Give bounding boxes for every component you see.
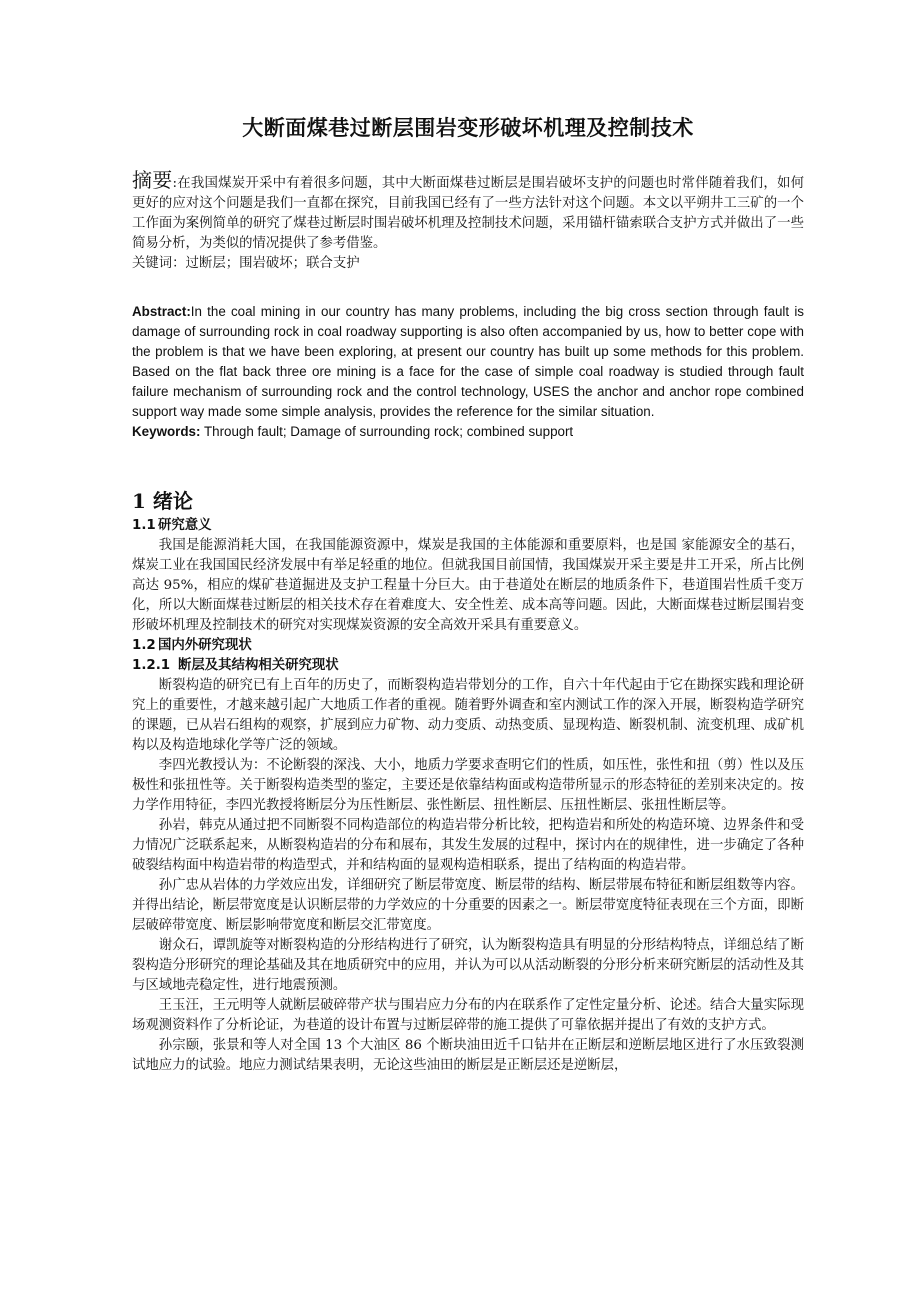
paragraph-2: 断裂构造的研究已有上百年的历史了，而断裂构造岩带划分的工作，自六十年代起由于它在勘探实践和理论研究上的重要性，才越来越引起广大地质工作者的重视。随着野外调查和室内测试工作的深入开展，断裂构造学研究的课题，已从岩石组构的观察，扩展到应力矿物、动力变质、动热变质、显现构造、断裂机制、流变机理、成矿机构以及构造地球化学等广泛的领域。	[132, 678, 804, 753]
keywords-en	[132, 422, 804, 442]
paragraph-6: 谢众石，谭凯旋等对断裂构造的分形结构进行了研究，认为断裂构造具有明显的分形结构特点，详细总结了断裂构造分形研究的理论基础及其在地质研究中的应用，并认为可以从活动断裂的分形分析来研究断层的活动性及其与区域地壳稳定性，进行地震预测。	[132, 938, 804, 993]
abstract-chinese	[132, 170, 804, 274]
section-heading-1: 1 绪论	[132, 489, 193, 513]
keywords-cn: 关键词：过断层；围岩破坏；联合支护	[132, 256, 360, 271]
paragraph-4: 孙岩，韩克从通过把不同断裂不同构造部位的构造岩带分析比较，把构造岩和所处的构造环境、边界条件和受力情况广泛联系起来，从断裂构造岩的分布和展布，其发生发展的过程中，探讨内在的规律性，进一步确定了各种破裂结构面中构造岩带的构造型式，并和结构面的显观构造相联系，提出了结构面的构造岩带。	[132, 818, 804, 873]
subsection-title: 断层及其结构相关研究现状	[178, 658, 339, 673]
abstract-en-text: In the coal mining in our country has many problems, including the big cross section through fault is damage of surrounding rock in coal roadway supporting is also often accompanied by us, how to better cope with the problem is that we have been exploring, at present our country has built up some methods for this problem. Based on the flat back three ore mining is a face for the case of simple coal roadway is studied through fault failure mechanism of surrounding rock and the control technology, USES the anchor and anchor rope combined support way made some simple analysis, provides the reference for the similar situation.	[132, 304, 804, 419]
abstract-english	[132, 302, 804, 442]
subsection-heading-1-1	[132, 516, 804, 536]
paragraph-8: 孙宗颐，张景和等人对全国 13 个大油区 86 个断块油田近千口钻井在正断层和逆断层地区进行了水压致裂测试地应力的试验。地应力测试结果表明，无论这些油田的断层是正断层还是逆断层，	[132, 1038, 804, 1073]
abstract-cn-paragraph	[132, 170, 804, 254]
abstract-en-label: Abstract:	[132, 304, 191, 319]
keywords-en-text: Through fault; Damage of surrounding rock; combined support	[200, 424, 574, 439]
subsection-title: 国内外研究现状	[158, 638, 252, 653]
abstract-cn-text: :在我国煤炭开采中有着很多问题，其中大断面煤巷过断层是围岩破坏支护的问题也时常伴随着我们，如何更好的应对这个问题是我们一直都在探究，目前我国已经有了一些方法针对这个问题。本文以平朔井工三矿的一个工作面为案例简单的研究了煤巷过断层时围岩破坏机理及控制技术问题，采用锚杆锚索联合支护方式并做出了一些简易分析，为类似的情况提供了参考借鉴。	[132, 176, 804, 251]
paragraph-3: 李四光教授认为：不论断裂的深浅、大小，地质力学要求查明它们的性质，如压性，张性和扭（剪）性以及压极性和张扭性等。关于断裂构造类型的鉴定，主要还是依靠结构面或构造带所显示的形态特征的差别来决定的。按力学作用特征，李四光教授将断层分为压性断层、张性断层、扭性断层、压扭性断层、张扭性断层等。	[132, 758, 804, 813]
subsection-number: 1.2	[132, 638, 156, 653]
main-body	[132, 486, 804, 1076]
paragraph-7: 王玉汪，王元明等人就断层破碎带产状与围岩应力分布的内在联系作了定性定量分析、论述。结合大量实际现场观测资料作了分析论证，为巷道的设计布置与过断层碎带的施工提供了可靠依据并提出了有效的支护方式。	[132, 998, 804, 1033]
subsection-number: 1.2.1	[132, 658, 171, 673]
subsection-heading-1-2	[132, 636, 804, 656]
paragraph-5: 孙广忠从岩体的力学效应出发，详细研究了断层带宽度、断层带的结构、断层带展布特征和断层组数等内容。并得出结论，断层带宽度是认识断层带的力学效应的十分重要的因素之一。断层带宽度特征表现在三个方面，即断层破碎带宽度、断层影响带宽度和断层交汇带宽度。	[132, 878, 804, 933]
page-title: 大断面煤巷过断层围岩变形破坏机理及控制技术	[242, 116, 694, 140]
subsection-title: 研究意义	[158, 518, 212, 533]
paragraph-1: 我国是能源消耗大国，在我国能源资源中，煤炭是我国的主体能源和重要原料，也是国 家能源安全的基石，煤炭工业在我国国民经济发展中有举足轻重的地位。但就我国目前国情，我国煤炭开采主要是井工开采，所占比例高达 95%，相应的煤矿巷道掘进及支护工程量十分巨大。由于巷道处在断层的地质条件下，巷道围岩性质千变万化，所以大断面煤巷过断层的相关技术存在着难度大、安全性差、成本高等问题。因此，大断面煤巷过断层围岩变形破坏机理及控制技术的研究对实现煤炭资源的安全高效开采具有重要意义。	[132, 538, 804, 633]
subsection-heading-1-2-1	[132, 656, 804, 676]
keywords-en-label: Keywords:	[132, 424, 201, 439]
abstract-cn-label: 摘要	[132, 168, 173, 192]
subsection-number: 1.1	[132, 518, 156, 533]
abstract-en-paragraph	[132, 302, 804, 422]
